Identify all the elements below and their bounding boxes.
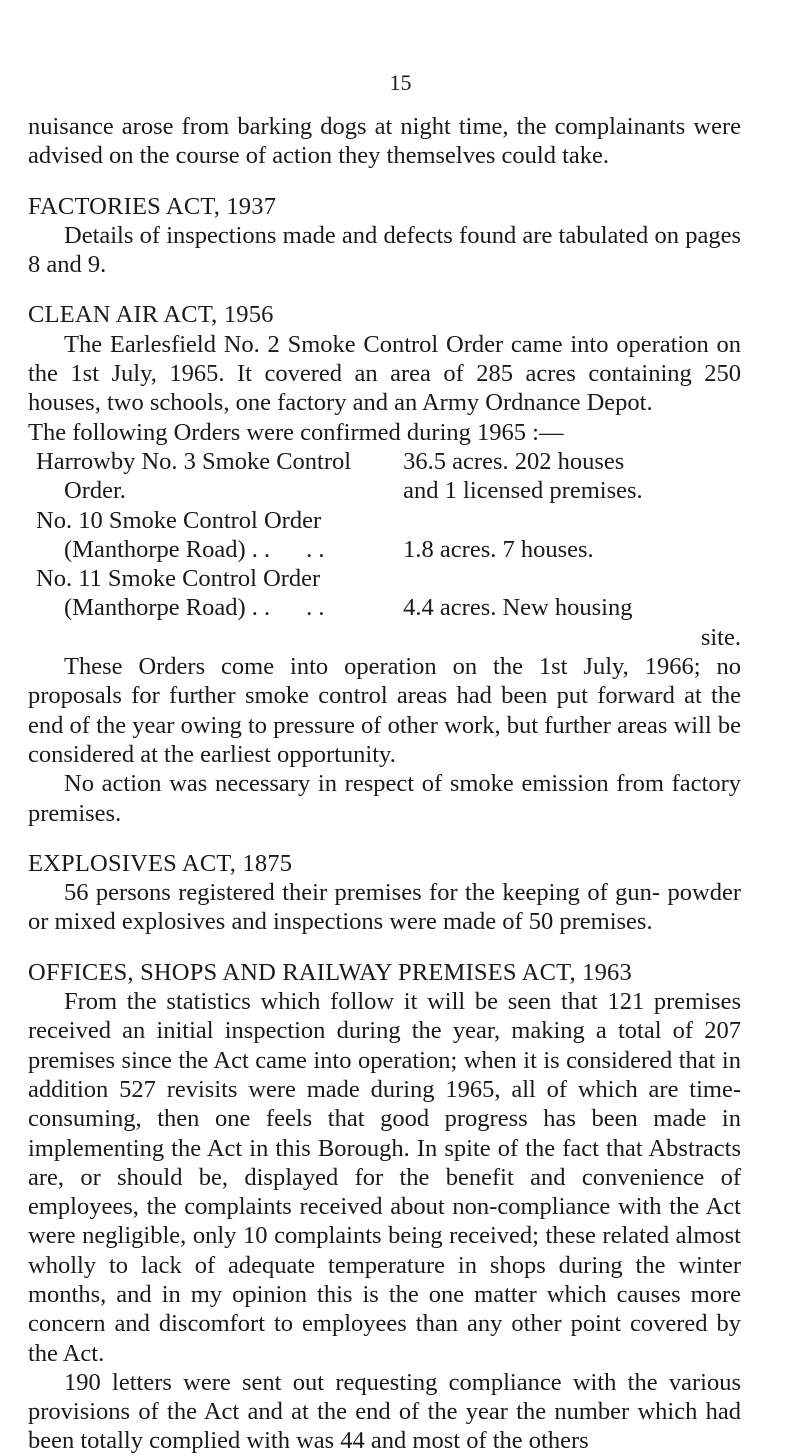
order-detail-line: 36.5 acres. 202 houses (403, 447, 625, 475)
order-name-line (36, 535, 383, 564)
offices-section (28, 958, 741, 1456)
order-name-line (36, 593, 383, 622)
order-detail (383, 447, 741, 506)
order-name-line: No. 10 Smoke Control Order (36, 506, 322, 534)
page-number: 15 (389, 70, 412, 95)
leader-dots: . . (306, 535, 325, 563)
explosives-section (28, 849, 741, 937)
clean-air-heading: CLEAN AIR ACT, 1956 (28, 301, 274, 329)
order-location: (Manthorpe Road) . . (64, 535, 271, 563)
order-row (28, 506, 741, 565)
order-location: (Manthorpe Road) . . (64, 594, 271, 622)
offices-heading: OFFICES, SHOPS AND RAILWAY PREMISES ACT, 1963 (28, 958, 632, 986)
clean-air-section (28, 300, 741, 827)
offices-paragraph-1: From the statistics which follow it will be seen that 121 premises received an initial inspection during the year, making a total of 207 premises since the Act came into operation; when it is considered that in addition 527 revisits were made during 1965, all of which are time-consuming, then one feels that good progress has been made in implementing the Act in this Borough. In spite of the fact that Abstracts are, or should be, displayed for the benefit and convenience of employees, the complaints received about non-compliance with the Act were negligible, only 10 complaints being received; these related almost wholly to lack of adequate temperature in shops during the winter months, and in my opinion this is the one matter which causes more concern and discomfort to employees than any other point covered by the Act. (28, 988, 741, 1367)
order-detail (383, 564, 741, 623)
order-name-line: Harrowby No. 3 Smoke Control (36, 447, 352, 475)
factories-section (28, 192, 741, 280)
explosives-heading: EXPLOSIVES ACT, 1875 (28, 849, 293, 877)
order-name-line: Order. (64, 477, 126, 505)
explosives-paragraph: 56 persons registered their premises for the keeping of gun- powder or mixed explosives and inspections were made of 50 premises. (28, 879, 741, 936)
order-detail-line: and 1 licensed premises. (403, 477, 643, 505)
intro-paragraph: nuisance arose from barking dogs at night time, the complainants were advised on the course of action they themselves could take. (28, 113, 741, 170)
order-row (28, 447, 741, 506)
order-row (28, 564, 741, 623)
factories-paragraph: Details of inspections made and defects found are tabulated on pages 8 and 9. (28, 221, 741, 279)
order-name (28, 564, 383, 623)
text-column (28, 112, 741, 1456)
order-detail (383, 506, 741, 565)
offices-paragraph-2: 190 letters were sent out requesting compliance with the various provisions of the Act and at the end of the year the number which had been totally complied with was 44 and most of the others (28, 1368, 741, 1455)
factories-heading: FACTORIES ACT, 1937 (28, 192, 277, 220)
order-detail-line: 1.8 acres. 7 houses. (403, 535, 594, 563)
orders-list (28, 447, 741, 652)
order-detail-continuation: site. (700, 623, 741, 651)
clean-air-paragraph-1: The Earlesfield No. 2 Smoke Control Order came into operation on the 1st July, 1965. It covered an area of 285 acres containing 250 houses, two schools, one factory and an Army Ordnance Depot. (28, 330, 741, 417)
clean-air-paragraph-2: The following Orders were confirmed during 1965 :— (28, 418, 564, 446)
order-name-line: No. 11 Smoke Control Order (36, 565, 321, 593)
clean-air-paragraph-3: These Orders come into operation on the 1st July, 1966; no proposals for further smoke control areas had been put forward at the end of the year owing to pressure of other work, but further areas will be considered at the earliest opportunity. (28, 653, 741, 768)
order-detail-line: 4.4 acres. New housing (403, 594, 633, 622)
leader-dots: . . (306, 594, 325, 622)
clean-air-paragraph-4: No action was necessary in respect of smoke emission from factory premises. (28, 770, 741, 827)
order-name (28, 506, 383, 565)
order-name (28, 447, 383, 506)
